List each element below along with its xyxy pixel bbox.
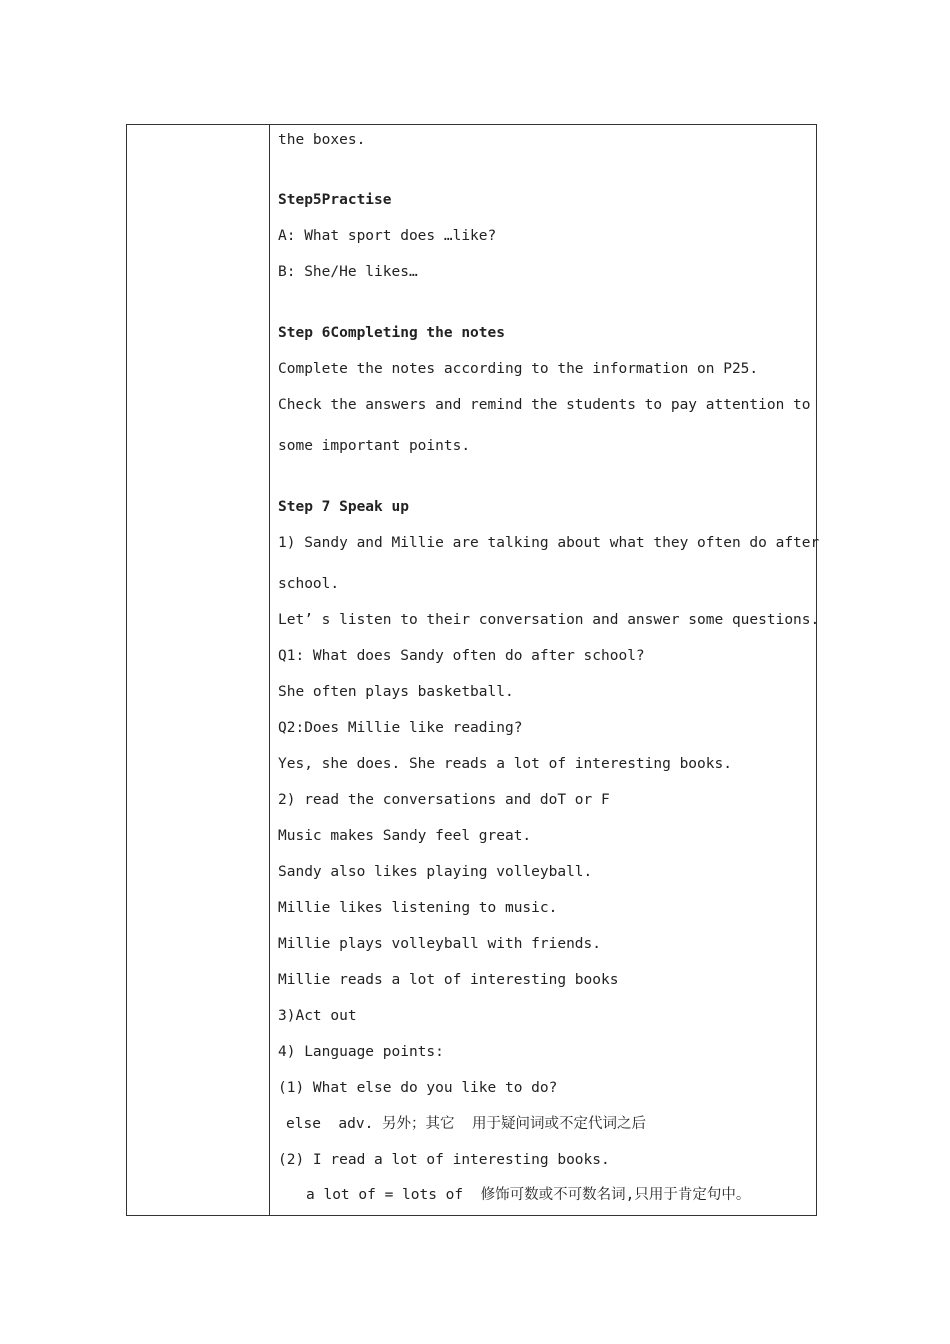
text-line: She often plays basketball. [278, 684, 514, 700]
text-line: Sandy also likes playing volleyball. [278, 864, 593, 880]
text-line: Yes, she does. She reads a lot of interesting books. [278, 756, 732, 772]
text-line: Millie reads a lot of interesting books [278, 972, 619, 988]
lesson-table [126, 124, 820, 1216]
text-line: the boxes. [278, 132, 366, 148]
column-divider [269, 125, 270, 1215]
text-line: B: She/He likes… [278, 264, 418, 280]
text-line: else adv. 另外；其它 用于疑问词或不定代词之后 [286, 1116, 646, 1132]
text-line: Complete the notes according to the information on P25. [278, 361, 759, 377]
text-line: A: What sport does …like? [278, 228, 497, 244]
step-heading: Step 6Completing the notes [278, 325, 505, 341]
text-line: Check the answers and remind the students to pay attention to [278, 397, 811, 413]
text-line: Q1: What does Sandy often do after school? [278, 648, 645, 664]
text-line: a lot of = lots of 修饰可数或不可数名词,只用于肯定句中。 [306, 1187, 751, 1203]
text-line: Millie plays volleyball with friends. [278, 936, 602, 952]
text-line: school. [278, 576, 340, 592]
text-line: 1) Sandy and Millie are talking about what they often do after [278, 535, 820, 551]
text-line: Music makes Sandy feel great. [278, 828, 532, 844]
text-line: 3)Act out [278, 1008, 357, 1024]
step-heading: Step 7 Speak up [278, 499, 409, 515]
text-line: Q2:Does Millie like reading? [278, 720, 523, 736]
text-line: 2) read the conversations and doT or F [278, 792, 610, 808]
text-line: some important points. [278, 438, 471, 454]
text-line: Millie likes listening to music. [278, 900, 558, 916]
step-heading: Step5Practise [278, 192, 392, 208]
text-line: 4) Language points: [278, 1044, 444, 1060]
text-line: Let’ s listen to their conversation and answer some questions. [278, 612, 820, 628]
text-line: (1) What else do you like to do? [278, 1080, 558, 1096]
text-line: (2) I read a lot of interesting books. [278, 1152, 610, 1168]
